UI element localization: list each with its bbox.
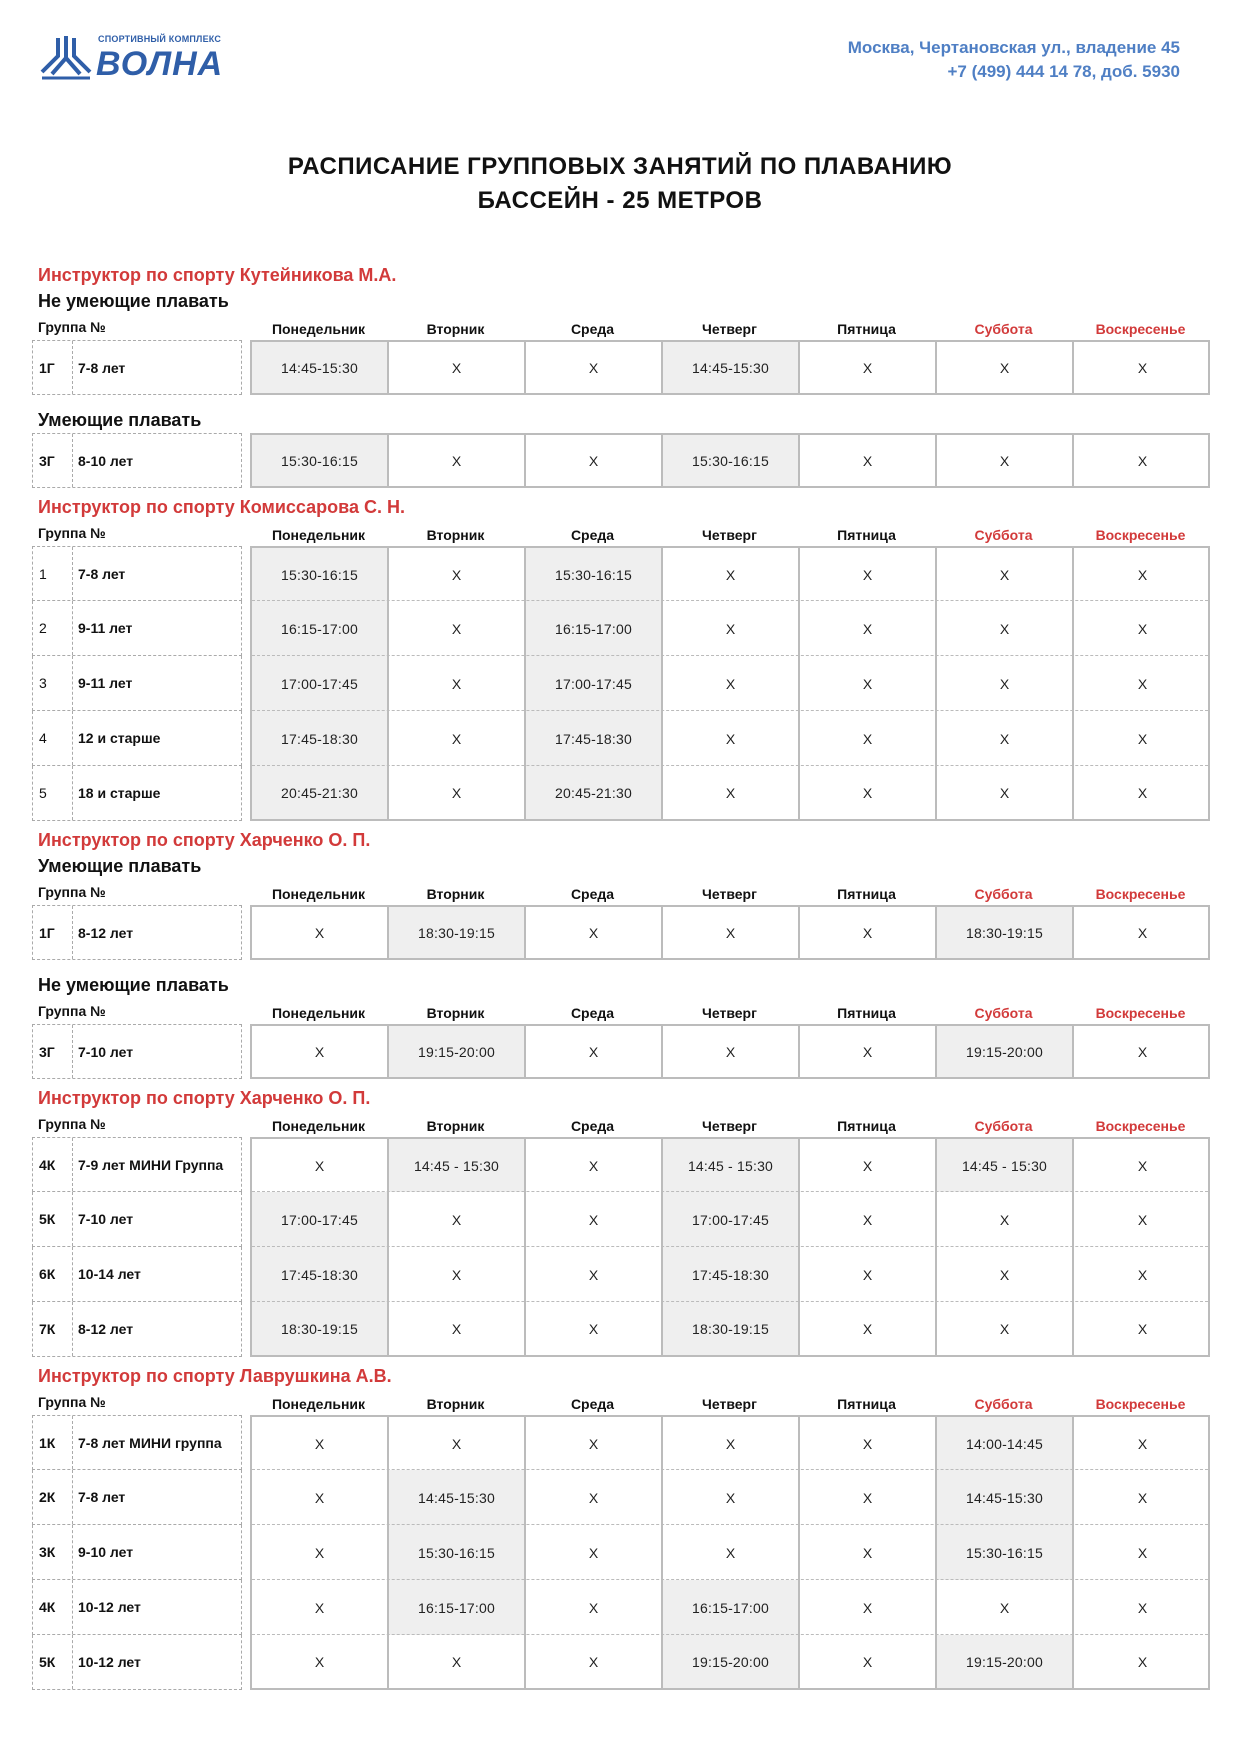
no-class-cell: X [389, 1302, 526, 1355]
no-class-cell: X [1137, 784, 1148, 801]
no-class-cell: X [937, 1247, 1074, 1302]
group-cell [32, 1302, 242, 1357]
group-id: 7К [33, 1302, 73, 1356]
day-header-6: Суббота [974, 1396, 1033, 1412]
group-age: 7-10 лет [78, 1211, 134, 1227]
instructor-name: Инструктор по спорту Харченко О. П. [38, 1088, 371, 1108]
table-header-row [32, 520, 1212, 546]
group-id: 3Г [33, 1025, 73, 1078]
day-header-1: Понедельник [271, 1005, 366, 1021]
time-slot-cell: 15:30-16:15 [526, 548, 663, 601]
schedule-row [32, 340, 1212, 395]
day-cells [250, 1192, 1210, 1247]
group-number-header: Группа № [38, 319, 106, 335]
day-header-5: Пятница [837, 527, 896, 543]
day-header-7: Воскресенье [1095, 1396, 1186, 1412]
group-number-header: Группа № [38, 1394, 106, 1410]
group-id: 4К [33, 1580, 73, 1634]
time-slot-cell: 14:45-15:30 [389, 1470, 526, 1525]
group-id: 6К [33, 1247, 73, 1301]
no-class-cell: X [937, 1580, 1074, 1635]
day-header-4: Четверг [702, 321, 757, 337]
no-class-cell: X [800, 1417, 937, 1470]
skill-level-heading: Умеющие плавать [38, 410, 202, 430]
no-class-cell: X [937, 548, 1074, 601]
table-header-row [32, 879, 1212, 905]
logo-tagline: СПОРТИВНЫЙ КОМПЛЕКС [98, 34, 222, 44]
group-id: 3 [33, 656, 73, 710]
time-slot-cell: 17:45-18:30 [252, 711, 389, 766]
schedule-row [32, 766, 1212, 821]
time-slot-cell: 17:00-17:45 [252, 1192, 389, 1247]
time-slot-cell: 17:45-18:30 [526, 711, 663, 766]
no-class-cell: X [526, 1470, 663, 1525]
no-class-cell: X [1137, 675, 1148, 692]
no-class-cell: X [800, 548, 937, 601]
schedule-row [32, 905, 1212, 960]
group-id: 1Г [33, 341, 73, 394]
schedule-row [32, 656, 1212, 711]
time-slot-cell: 19:15-20:00 [389, 1026, 526, 1077]
no-class-cell: X [800, 601, 937, 656]
group-age: 7-8 лет [78, 359, 126, 376]
skill-level-heading: Умеющие плавать [38, 856, 202, 876]
group-cell [32, 433, 242, 488]
group-id: 4 [33, 711, 73, 765]
day-header-1: Понедельник [271, 321, 366, 337]
time-slot-cell: 14:45-15:30 [937, 1470, 1074, 1525]
no-class-cell: X [252, 1139, 389, 1192]
no-class-cell: X [526, 1026, 663, 1077]
no-class-cell: X [389, 1635, 526, 1688]
day-header-6: Суббота [974, 1118, 1033, 1134]
no-class-cell: X [800, 1247, 937, 1302]
time-slot-cell: 19:15-20:00 [937, 1635, 1074, 1688]
group-id: 2 [33, 601, 73, 655]
no-class-cell: X [937, 1192, 1074, 1247]
day-header-1: Понедельник [271, 527, 366, 543]
page-header [0, 0, 1240, 100]
group-number-header: Группа № [38, 1116, 106, 1132]
group-age: 10-14 лет [78, 1266, 141, 1282]
time-slot-cell: 20:45-21:30 [526, 766, 663, 819]
group-age: 8-12 лет [78, 1321, 134, 1337]
group-id: 5К [33, 1635, 73, 1689]
day-cells [250, 1580, 1210, 1635]
group-cell [32, 711, 242, 766]
no-class-cell: X [1137, 924, 1148, 941]
no-class-cell: X [800, 766, 937, 819]
schedule-row [32, 1302, 1212, 1357]
no-class-cell: X [389, 1247, 526, 1302]
group-age: 10-12 лет [78, 1654, 141, 1670]
group-cell [32, 1470, 242, 1525]
day-header-5: Пятница [837, 886, 896, 902]
day-header-7: Воскресенье [1095, 1118, 1186, 1134]
group-id: 1Г [33, 906, 73, 959]
no-class-cell: X [1137, 1599, 1148, 1616]
time-slot-cell: 15:30-16:15 [389, 1525, 526, 1580]
no-class-cell: X [389, 435, 526, 486]
group-age: 10-12 лет [78, 1599, 141, 1615]
time-slot-cell: 18:30-19:15 [663, 1302, 800, 1355]
no-class-cell: X [389, 342, 526, 393]
no-class-cell: X [1137, 452, 1148, 469]
schedule-row [32, 711, 1212, 766]
skill-level-heading: Не умеющие плавать [38, 291, 229, 311]
no-class-cell: X [389, 1192, 526, 1247]
day-header-3: Среда [570, 527, 615, 543]
instructor-name: Инструктор по спорту Лаврушкина А.В. [38, 1366, 392, 1386]
group-cell [32, 1580, 242, 1635]
day-cells [250, 1302, 1210, 1357]
time-slot-cell: 16:15-17:00 [389, 1580, 526, 1635]
no-class-cell: X [1137, 1435, 1148, 1452]
instructor-name: Инструктор по спорту Кутейникова М.А. [38, 265, 397, 285]
day-cells [250, 1525, 1210, 1580]
group-cell [32, 1137, 242, 1192]
no-class-cell: X [937, 435, 1074, 486]
no-class-cell: X [252, 1470, 389, 1525]
day-cells [250, 1137, 1210, 1192]
no-class-cell: X [526, 1192, 663, 1247]
day-header-5: Пятница [837, 1005, 896, 1021]
group-age: 8-12 лет [78, 924, 134, 941]
day-cells [250, 1635, 1210, 1690]
group-id: 2К [33, 1470, 73, 1524]
time-slot-cell: 16:15-17:00 [663, 1580, 800, 1635]
table-header-row [32, 1389, 1212, 1415]
group-age: 7-8 лет [78, 1489, 126, 1505]
day-cells [250, 340, 1210, 395]
no-class-cell: X [526, 435, 663, 486]
time-slot-cell: 14:45 - 15:30 [937, 1139, 1074, 1192]
group-age: 8-10 лет [78, 452, 134, 469]
no-class-cell: X [389, 656, 526, 711]
day-header-4: Четверг [702, 886, 757, 902]
no-class-cell: X [800, 1525, 937, 1580]
day-header-1: Понедельник [271, 886, 366, 902]
day-header-2: Вторник [426, 1118, 485, 1134]
no-class-cell: X [937, 711, 1074, 766]
group-id: 1К [33, 1416, 73, 1469]
time-slot-cell: 14:00-14:45 [937, 1417, 1074, 1470]
skill-level-heading: Не умеющие плавать [38, 975, 229, 995]
day-cells [250, 1470, 1210, 1525]
day-header-3: Среда [570, 886, 615, 902]
no-class-cell: X [1137, 1157, 1148, 1174]
day-header-3: Среда [570, 1005, 615, 1021]
no-class-cell: X [800, 1192, 937, 1247]
no-class-cell: X [526, 1302, 663, 1355]
instructor-name: Инструктор по спорту Харченко О. П. [38, 830, 371, 850]
group-cell [32, 905, 242, 960]
day-header-6: Суббота [974, 321, 1033, 337]
schedule-row [32, 601, 1212, 656]
group-cell [32, 1635, 242, 1690]
no-class-cell: X [252, 1580, 389, 1635]
group-age: 9-11 лет [78, 620, 133, 636]
group-id: 1 [33, 547, 73, 600]
day-cells [250, 433, 1210, 488]
day-header-5: Пятница [837, 1118, 896, 1134]
group-age: 12 и старше [78, 730, 161, 746]
schedule-row [32, 1415, 1212, 1470]
no-class-cell: X [1137, 1489, 1148, 1506]
schedule-row [32, 1247, 1212, 1302]
no-class-cell: X [526, 342, 663, 393]
no-class-cell: X [526, 1525, 663, 1580]
time-slot-cell: 19:15-20:00 [937, 1026, 1074, 1077]
address-text: Москва, Чертановская ул., владение 45 [847, 38, 1180, 57]
no-class-cell: X [526, 1139, 663, 1192]
no-class-cell: X [526, 1247, 663, 1302]
group-id: 3Г [33, 434, 73, 487]
day-header-7: Воскресенье [1095, 1005, 1186, 1021]
no-class-cell: X [1137, 1320, 1148, 1337]
no-class-cell: X [1137, 566, 1148, 583]
schedule-row [32, 433, 1212, 488]
no-class-cell: X [800, 711, 937, 766]
group-id: 4К [33, 1138, 73, 1191]
day-header-2: Вторник [426, 321, 485, 337]
group-cell [32, 656, 242, 711]
day-cells [250, 656, 1210, 711]
no-class-cell: X [800, 1302, 937, 1355]
time-slot-cell: 17:00-17:45 [526, 656, 663, 711]
no-class-cell: X [389, 601, 526, 656]
instructor-name: Инструктор по спорту Комиссарова С. Н. [38, 497, 405, 517]
no-class-cell: X [252, 1635, 389, 1688]
no-class-cell: X [663, 766, 800, 819]
no-class-cell: X [800, 1139, 937, 1192]
time-slot-cell: 15:30-16:15 [252, 548, 389, 601]
no-class-cell: X [800, 1580, 937, 1635]
no-class-cell: X [1137, 620, 1148, 637]
day-header-1: Понедельник [271, 1396, 366, 1412]
day-header-3: Среда [570, 321, 615, 337]
group-id: 3К [33, 1525, 73, 1579]
no-class-cell: X [389, 766, 526, 819]
no-class-cell: X [800, 1635, 937, 1688]
title-line-2: БАССЕЙН - 25 МЕТРОВ [477, 187, 763, 214]
day-header-7: Воскресенье [1095, 321, 1186, 337]
no-class-cell: X [1137, 1043, 1148, 1060]
no-class-cell: X [526, 1635, 663, 1688]
time-slot-cell: 18:30-19:15 [389, 907, 526, 958]
group-cell [32, 1415, 242, 1470]
no-class-cell: X [800, 1470, 937, 1525]
day-header-5: Пятница [837, 1396, 896, 1412]
no-class-cell: X [526, 1417, 663, 1470]
no-class-cell: X [800, 1026, 937, 1077]
no-class-cell: X [663, 711, 800, 766]
block-gap [32, 960, 1212, 972]
no-class-cell: X [663, 1525, 800, 1580]
no-class-cell: X [1137, 730, 1148, 747]
group-number-header: Группа № [38, 525, 106, 541]
day-header-2: Вторник [426, 527, 485, 543]
day-header-4: Четверг [702, 1005, 757, 1021]
time-slot-cell: 16:15-17:00 [252, 601, 389, 656]
group-id: 5К [33, 1192, 73, 1246]
day-header-6: Суббота [974, 886, 1033, 902]
day-cells [250, 546, 1210, 601]
block-gap [32, 395, 1212, 407]
schedule-row [32, 1525, 1212, 1580]
group-number-header: Группа № [38, 1003, 106, 1019]
group-cell [32, 1024, 242, 1079]
no-class-cell: X [1137, 359, 1148, 376]
group-cell [32, 546, 242, 601]
time-slot-cell: 14:45 - 15:30 [389, 1139, 526, 1192]
group-cell [32, 1525, 242, 1580]
no-class-cell: X [526, 1580, 663, 1635]
no-class-cell: X [1137, 1653, 1148, 1670]
group-number-header: Группа № [38, 884, 106, 900]
day-cells [250, 1415, 1210, 1470]
no-class-cell: X [1137, 1211, 1148, 1228]
day-header-4: Четверг [702, 1118, 757, 1134]
day-header-4: Четверг [702, 527, 757, 543]
time-slot-cell: 15:30-16:15 [663, 435, 800, 486]
no-class-cell: X [252, 1525, 389, 1580]
time-slot-cell: 19:15-20:00 [663, 1635, 800, 1688]
no-class-cell: X [389, 1417, 526, 1470]
no-class-cell: X [663, 1417, 800, 1470]
time-slot-cell: 20:45-21:30 [252, 766, 389, 819]
schedule-content [32, 262, 1212, 1690]
day-header-3: Среда [570, 1118, 615, 1134]
wave-logo-icon [40, 36, 92, 80]
schedule-row [32, 1580, 1212, 1635]
day-header-4: Четверг [702, 1396, 757, 1412]
no-class-cell: X [937, 656, 1074, 711]
group-cell [32, 1192, 242, 1247]
no-class-cell: X [937, 1302, 1074, 1355]
no-class-cell: X [252, 907, 389, 958]
table-header-row [32, 1111, 1212, 1137]
no-class-cell: X [800, 907, 937, 958]
group-id: 5 [33, 766, 73, 820]
title-line-1: РАСПИСАНИЕ ГРУППОВЫХ ЗАНЯТИЙ ПО ПЛАВАНИЮ [287, 153, 953, 180]
group-age: 7-8 лет МИНИ группа [78, 1434, 222, 1451]
group-cell [32, 766, 242, 821]
no-class-cell: X [389, 711, 526, 766]
no-class-cell: X [1137, 1266, 1148, 1283]
time-slot-cell: 17:00-17:45 [663, 1192, 800, 1247]
no-class-cell: X [1137, 1544, 1148, 1561]
schedule-row [32, 1024, 1212, 1079]
no-class-cell: X [663, 1470, 800, 1525]
no-class-cell: X [663, 656, 800, 711]
no-class-cell: X [937, 766, 1074, 819]
time-slot-cell: 16:15-17:00 [526, 601, 663, 656]
time-slot-cell: 18:30-19:15 [937, 907, 1074, 958]
group-age: 7-9 лет МИНИ Группа [78, 1156, 224, 1173]
group-age: 7-10 лет [78, 1043, 134, 1060]
no-class-cell: X [252, 1026, 389, 1077]
day-cells [250, 1024, 1210, 1079]
day-header-2: Вторник [426, 1396, 485, 1412]
schedule-row [32, 1470, 1212, 1525]
group-age: 9-10 лет [78, 1544, 134, 1560]
no-class-cell: X [800, 435, 937, 486]
day-cells [250, 601, 1210, 656]
group-cell [32, 601, 242, 656]
no-class-cell: X [663, 548, 800, 601]
day-header-6: Суббота [974, 527, 1033, 543]
contacts [848, 36, 1180, 84]
time-slot-cell: 15:30-16:15 [252, 435, 389, 486]
day-header-6: Суббота [974, 1005, 1033, 1021]
day-header-2: Вторник [426, 886, 485, 902]
no-class-cell: X [937, 342, 1074, 393]
time-slot-cell: 14:45-15:30 [663, 342, 800, 393]
table-header-row [32, 998, 1212, 1024]
logo-name: ВОЛНА [96, 45, 224, 83]
day-header-7: Воскресенье [1095, 886, 1186, 902]
page-title [0, 150, 1240, 218]
schedule-row [32, 1137, 1212, 1192]
day-header-3: Среда [570, 1396, 615, 1412]
day-header-5: Пятница [837, 321, 896, 337]
time-slot-cell: 14:45-15:30 [252, 342, 389, 393]
time-slot-cell: 18:30-19:15 [252, 1302, 389, 1355]
no-class-cell: X [252, 1417, 389, 1470]
day-cells [250, 1247, 1210, 1302]
volna-logo [40, 34, 224, 90]
no-class-cell: X [800, 342, 937, 393]
time-slot-cell: 17:45-18:30 [252, 1247, 389, 1302]
no-class-cell: X [663, 1026, 800, 1077]
no-class-cell: X [389, 548, 526, 601]
time-slot-cell: 15:30-16:15 [937, 1525, 1074, 1580]
no-class-cell: X [937, 601, 1074, 656]
day-header-7: Воскресенье [1095, 527, 1186, 543]
group-cell [32, 1247, 242, 1302]
day-cells [250, 711, 1210, 766]
no-class-cell: X [800, 656, 937, 711]
day-cells [250, 766, 1210, 821]
time-slot-cell: 17:45-18:30 [663, 1247, 800, 1302]
time-slot-cell: 17:00-17:45 [252, 656, 389, 711]
group-age: 18 и старше [78, 785, 161, 801]
schedule-row [32, 1192, 1212, 1247]
group-cell [32, 340, 242, 395]
day-header-1: Понедельник [271, 1118, 366, 1134]
no-class-cell: X [663, 601, 800, 656]
day-header-2: Вторник [426, 1005, 485, 1021]
table-header-row [32, 314, 1212, 340]
no-class-cell: X [663, 907, 800, 958]
time-slot-cell: 14:45 - 15:30 [663, 1139, 800, 1192]
group-age: 9-11 лет [78, 675, 133, 691]
day-cells [250, 905, 1210, 960]
phone-text: +7 (499) 444 14 78, доб. 5930 [947, 62, 1180, 81]
no-class-cell: X [526, 907, 663, 958]
group-age: 7-8 лет [78, 565, 126, 582]
schedule-row [32, 546, 1212, 601]
schedule-row [32, 1635, 1212, 1690]
